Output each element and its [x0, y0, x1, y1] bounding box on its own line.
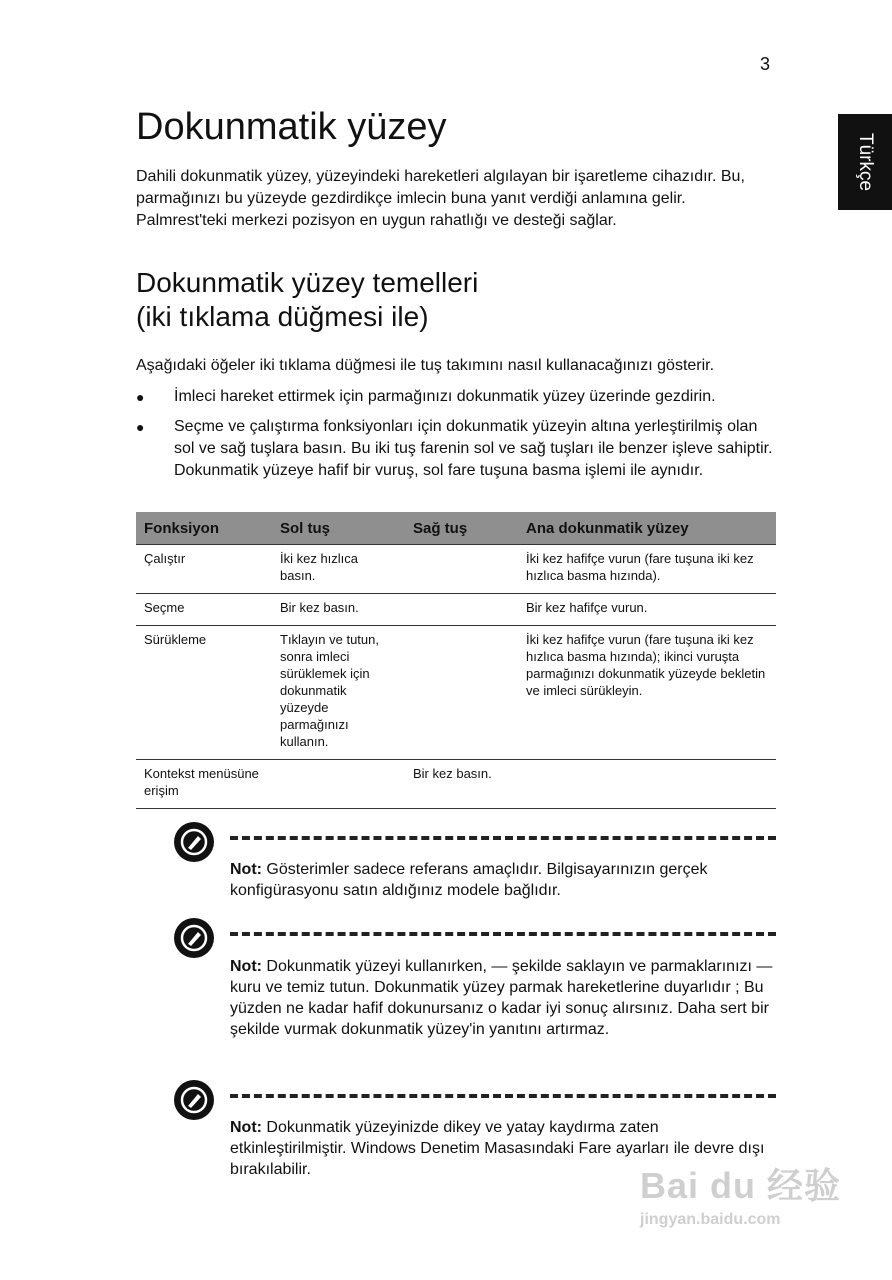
table-cell: Tıklayın ve tutun, sonra imleci sürüklemek için dokunmatik yüzeyde parmağınızı kullanın.	[272, 626, 405, 760]
table-cell: Seçme	[136, 594, 272, 626]
table-cell: Bir kez hafifçe vurun.	[518, 594, 776, 626]
table-cell	[405, 594, 518, 626]
table-cell: İki kez hafifçe vurun (fare tuşuna iki kez hızlıca basma hızında); ikinci vuruşta parmağınızı dokunmatik yüzeyde bekletin ve imleci sürükleyin.	[518, 626, 776, 760]
table-cell	[518, 760, 776, 809]
bullet-list	[136, 386, 776, 490]
note-pencil-icon	[174, 1080, 214, 1120]
table-cell: İki kez hafifçe vurun (fare tuşuna iki kez hızlıca basma hızında).	[518, 545, 776, 594]
section-lead: Aşağıdaki öğeler iki tıklama düğmesi ile tuş takımını nasıl kullanacağınızı gösterir.	[136, 357, 715, 374]
table-cell: Sürükleme	[136, 626, 272, 760]
note-body: Dokunmatik yüzeyinizde dikey ve yatay kaydırma zaten etkinleştirilmiştir. Windows Denetim Masasındaki Fare ayarları ile devre dışı bırakılabilir.	[230, 1119, 765, 1178]
section-heading-line2: (iki tıklama düğmesi ile)	[136, 301, 429, 332]
table-header-cell: Ana dokunmatik yüzey	[518, 512, 776, 545]
bullet-icon: ●	[136, 419, 145, 435]
table-header-cell: Fonksiyon	[136, 512, 272, 545]
table-row	[136, 760, 776, 809]
language-tab-label: Türkçe	[855, 132, 877, 192]
table-row	[136, 545, 776, 594]
page-number: 3	[760, 54, 771, 74]
section-heading-line1: Dokunmatik yüzey temelleri	[136, 267, 479, 298]
list-item	[136, 386, 776, 408]
table-header-row	[136, 512, 776, 545]
list-item-text: İmleci hareket ettirmek için parmağınızı dokunmatik yüzey üzerinde gezdirin.	[174, 388, 716, 405]
note-label: Not:	[230, 861, 262, 878]
watermark-brand: Bai du 经验	[640, 1165, 842, 1206]
note-label: Not:	[230, 958, 262, 975]
table-cell: Bir kez basın.	[272, 594, 405, 626]
page-title: Dokunmatik yüzey	[136, 106, 447, 148]
table-row	[136, 594, 776, 626]
note-text	[230, 956, 776, 1040]
function-table	[136, 512, 776, 809]
note-divider	[230, 836, 776, 840]
note-label: Not:	[230, 1119, 262, 1136]
intro-paragraph: Dahili dokunmatik yüzey, yüzeyindeki hareketleri algılayan bir işaretleme cihazıdır. Bu, parmağınızı bu yüzeyde gezdirdikçe imlecin buna yanıt verdiği anlamına gelir. Palmrest'teki merkezi pozisyon en uygun rahatlığı ve desteği sağlar.	[136, 168, 745, 229]
table-cell	[405, 626, 518, 760]
section-heading	[136, 266, 776, 334]
note-body: Dokunmatik yüzeyi kullanırken, — şekilde saklayın ve parmaklarınızı — kuru ve temiz tutun. Dokunmatik yüzey parmak hareketlerine duyarlıdır ; Bu yüzden ne kadar hafif dokunursanız o kadar iyi sonuç alırsınız. Daha sert bir şekilde vurmak dokunmatik yüzey'in yanıtını artırmaz.	[230, 958, 773, 1038]
table-cell: Bir kez basın.	[405, 760, 518, 809]
table-cell	[405, 545, 518, 594]
bullet-icon: ●	[136, 389, 145, 405]
note-text	[230, 859, 776, 901]
note-pencil-icon	[174, 918, 214, 958]
table-cell: İki kez hızlıca basın.	[272, 545, 405, 594]
table-cell	[272, 760, 405, 809]
table-cell: Kontekst menüsüne erişim	[136, 760, 272, 809]
note-divider	[230, 1094, 776, 1098]
list-item-text: Seçme ve çalıştırma fonksiyonları için dokunmatik yüzeyin altına yerleştirilmiş olan sol ve sağ tuşlara basın. Bu iki tuş farenin sol ve sağ tuşları ile benzer işleve sahiptir. Dokunmatik yüzeye hafif bir vuruş, sol fare tuşuna basma işlemi ile aynıdır.	[174, 418, 773, 479]
language-tab	[838, 114, 892, 210]
table-header-cell: Sağ tuş	[405, 512, 518, 545]
note-divider	[230, 932, 776, 936]
baidu-watermark	[640, 1158, 841, 1229]
list-item	[136, 416, 776, 482]
table-row	[136, 626, 776, 760]
table-header-cell: Sol tuş	[272, 512, 405, 545]
note-body: Gösterimler sadece referans amaçlıdır. Bilgisayarınızın gerçek konfigürasyonu satın aldığınız modele bağlıdır.	[230, 861, 708, 899]
watermark-url: jingyan.baidu.com	[640, 1211, 781, 1228]
note-pencil-icon	[174, 822, 214, 862]
table-cell: Çalıştır	[136, 545, 272, 594]
